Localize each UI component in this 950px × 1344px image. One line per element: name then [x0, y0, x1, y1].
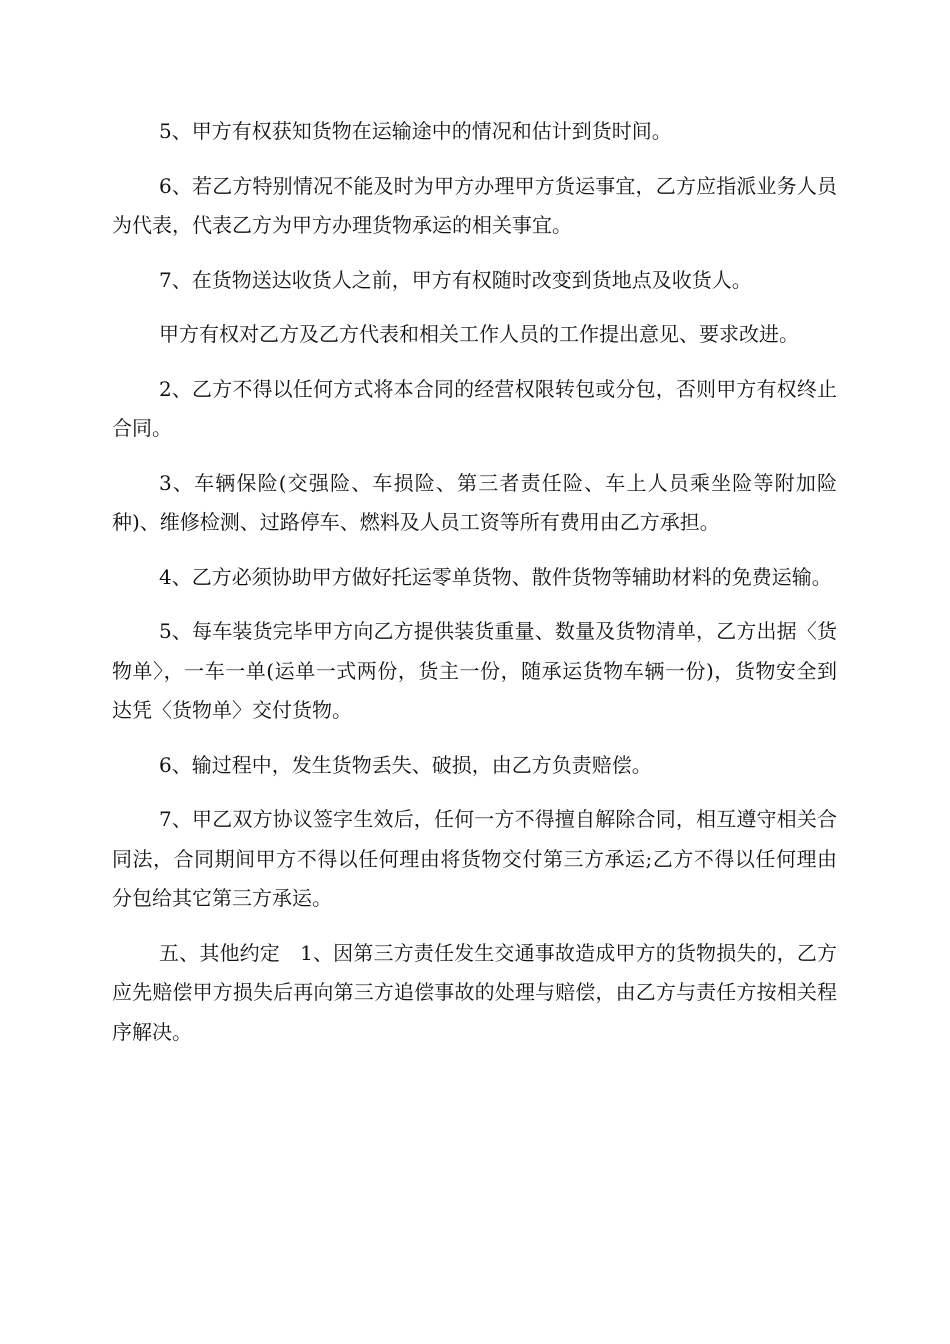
paragraph: 4、乙方必须协助甲方做好托运零单货物、散件货物等辅助材料的免费运输。	[159, 564, 832, 589]
paragraph: 3、车辆保险(交强险、车损险、第三者责任险、车上人员乘坐险等附加险种)、维修检测、过路停车、燃料及人员工资等所有费用由乙方承担。	[112, 470, 837, 534]
paragraph: 5、每车装货完毕甲方向乙方提供装货重量、数量及货物清单，乙方出据〈货物单〉，一车一单(运单一式两份，货主一份，随承运货物车辆一份)，货物安全到达凭〈货物单〉交付货物。	[112, 619, 837, 722]
paragraph: 6、输过程中，发生货物丢失、破损，由乙方负责赔偿。	[159, 752, 652, 777]
paragraph: 2、乙方不得以任何方式将本合同的经营权限转包或分包，否则甲方有权终止合同。	[112, 376, 837, 440]
paragraph: 5、甲方有权获知货物在运输途中的情况和估计到货时间。	[159, 119, 672, 143]
paragraph: 7、在货物送达收货人之前，甲方有权随时改变到货地点及收货人。	[159, 267, 752, 292]
document-body	[112, 112, 837, 1067]
paragraph: 7、甲乙双方协议签字生效后，任何一方不得擅自解除合同，相互遵守相关合同法，合同期间甲方不得以任何理由将货物交付第三方承运;乙方不得以任何理由分包给其它第三方承运。	[112, 807, 837, 910]
paragraph: 甲方有权对乙方及乙方代表和相关工作人员的工作提出意见、要求改进。	[159, 322, 799, 346]
paragraph: 6、若乙方特别情况不能及时为甲方办理甲方货运事宜，乙方应指派业务人员为代表，代表乙方为甲方办理货物承运的相关事宜。	[112, 173, 837, 237]
paragraph: 五、其他约定 1、因第三方责任发生交通事故造成甲方的货物损失的，乙方应先赔偿甲方损失后再向第三方追偿事故的处理与赔偿，由乙方与责任方按相关程序解决。	[112, 940, 837, 1044]
